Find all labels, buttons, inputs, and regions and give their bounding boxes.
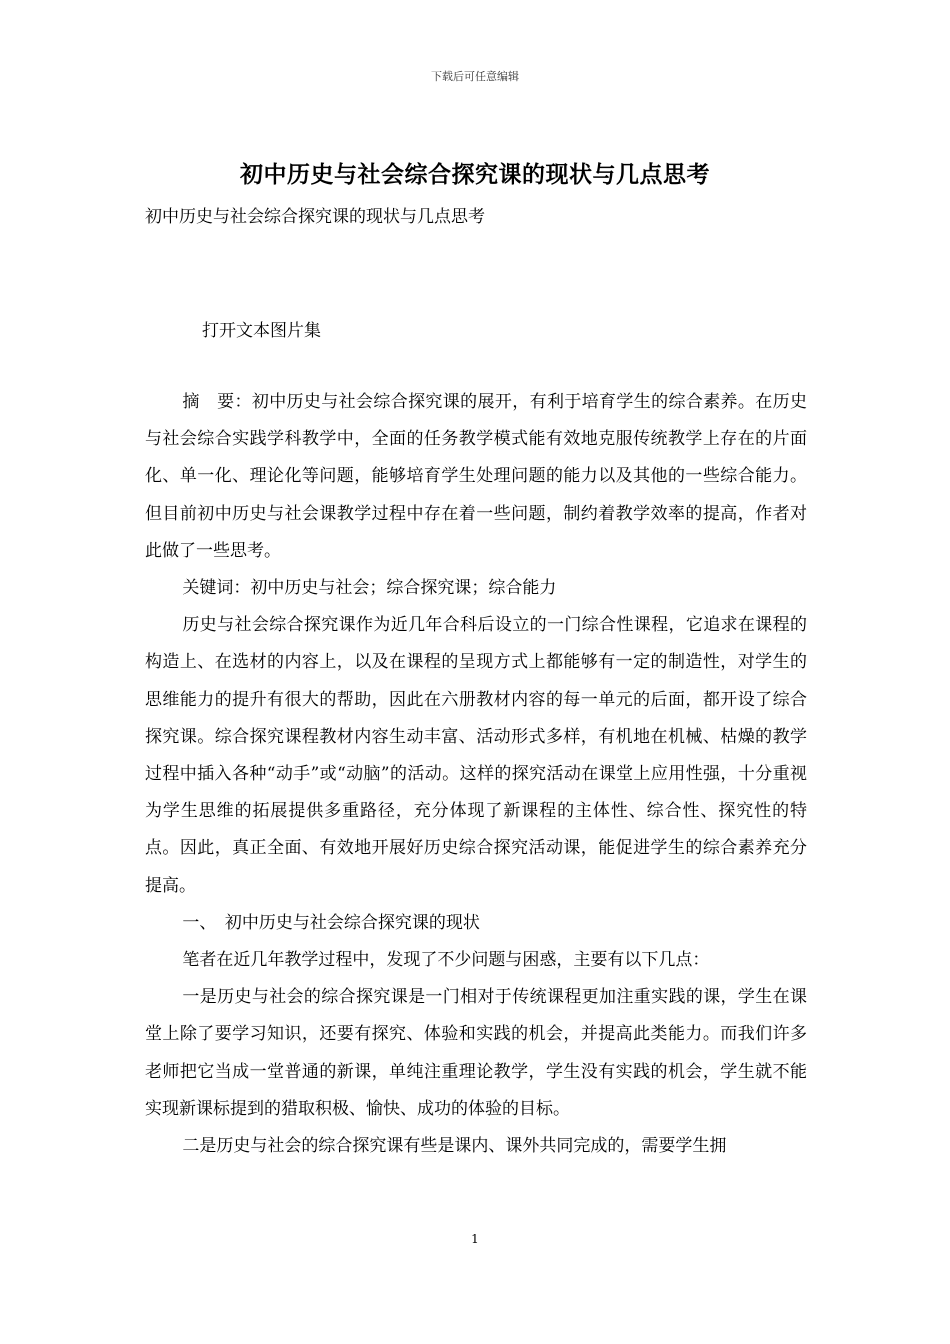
open-image-gallery-link[interactable]: 打开文本图片集 (202, 321, 321, 341)
document-subtitle: 初中历史与社会综合探究课的现状与几点思考 (145, 207, 485, 227)
section-paragraph: 一是历史与社会的综合探究课是一门相对于传统课程更加注重实践的课，学生在课堂上除了要学习知识，还要有探究、体验和实践的机会，并提高此类能力。而我们许多老师把它当成一堂普通的新课，单纯注重理论教学，学生没有实践的机会，学生就不能实现新课标提到的猎取积极、愉快、成功的体验的目标。 (145, 987, 807, 1119)
document-title: 初中历史与社会综合探究课的现状与几点思考 (240, 161, 710, 188)
body-text (145, 384, 807, 1165)
keywords-paragraph: 关键词：初中历史与社会；综合探究课；综合能力 (182, 578, 557, 599)
section-paragraph: 二是历史与社会的综合探究课有些是课内、课外共同完成的，需要学生拥 (182, 1136, 727, 1157)
header-note: 下载后可任意编辑 (431, 70, 519, 83)
section-paragraph: 笔者在近几年教学过程中，发现了不少问题与困惑，主要有以下几点： (182, 950, 710, 971)
page-number: 1 (471, 1232, 479, 1246)
abstract-paragraph: 摘 要：初中历史与社会综合探究课的展开，有利于培育学生的综合素养。在历史与社会综合实践学科教学中，全面的任务教学模式能有效地克服传统教学上存在的片面化、单一化、理论化等问题，能够培育学生处理问题的能力以及其他的一些综合能力。但目前初中历史与社会课教学过程中存在着一些问题，制约着教学效率的提高，作者对此做了一些思考。 (145, 392, 807, 561)
section-heading: 一、 初中历史与社会综合探究课的现状 (182, 912, 480, 933)
intro-paragraph: 历史与社会综合探究课作为近几年合科后设立的一门综合性课程，它追求在课程的构造上、在选材的内容上，以及在课程的呈现方式上都能够有一定的制造性，对学生的思维能力的提升有很大的帮助，因此在六册教材内容的每一单元的后面，都开设了综合探究课。综合探究课程教材内容生动丰富、活动形式多样，有机地在机械、枯燥的教学过程中插入各种“动手”或“动脑”的活动。这样的探究活动在课堂上应用性强，十分重视为学生思维的拓展提供多重路径，充分体现了新课程的主体性、综合性、探究性的特点。因此，真正全面、有效地开展好历史综合探究活动课，能促进学生的综合素养充分提高。 (145, 615, 807, 896)
